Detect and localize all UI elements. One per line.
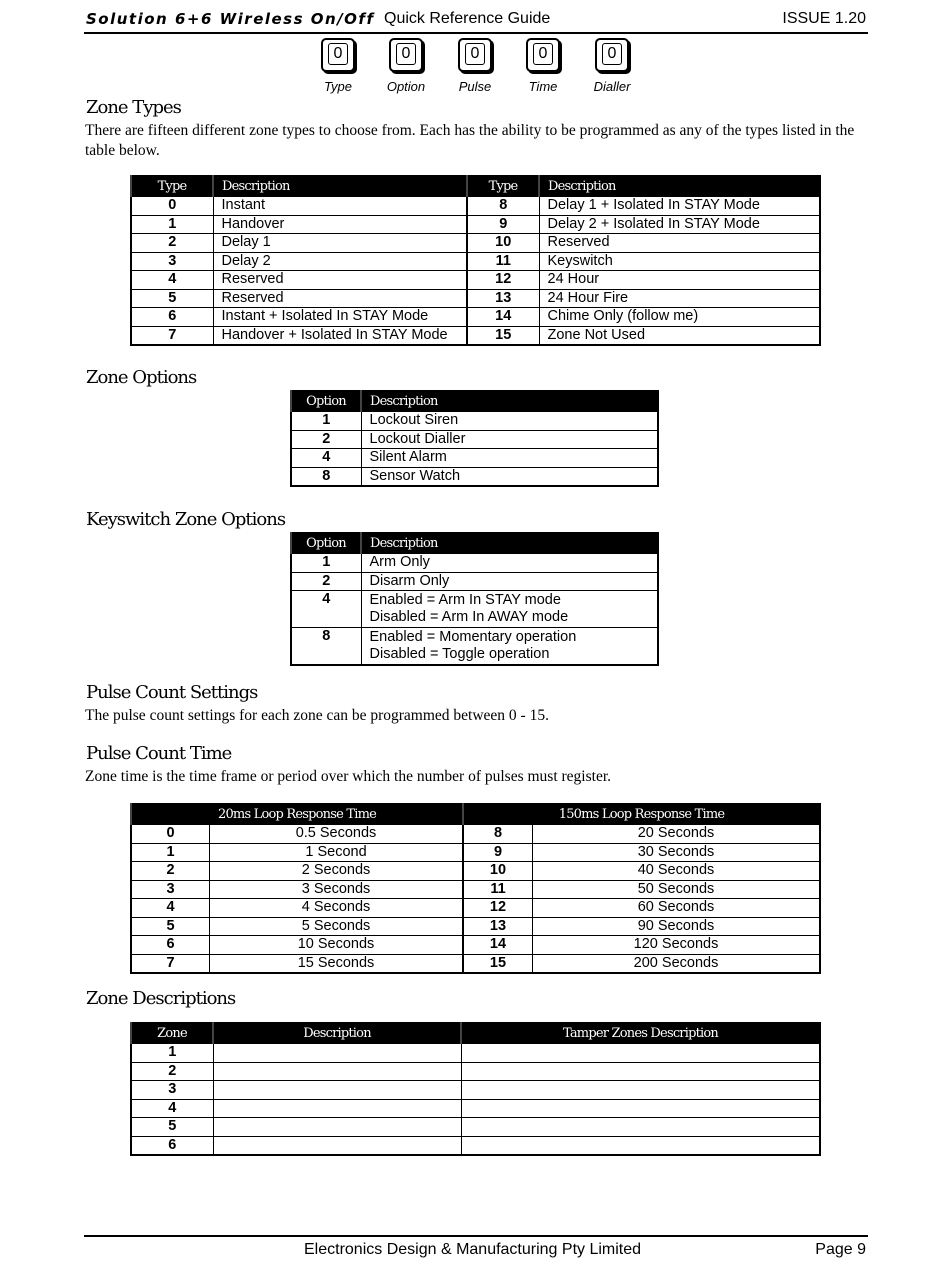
col-option: Option — [291, 533, 361, 554]
tamper-description-cell[interactable] — [461, 1136, 820, 1155]
col-type: Type — [131, 176, 213, 197]
pulse-time-table — [130, 803, 821, 974]
table-row: 1 1 Second 9 30 Seconds — [131, 843, 820, 862]
zone-description-cell[interactable] — [213, 1081, 461, 1100]
keycap-icon: 0 — [321, 38, 355, 72]
table-row: 3 — [131, 1081, 820, 1100]
tamper-description-cell[interactable] — [461, 1044, 820, 1063]
tamper-description-cell[interactable] — [461, 1062, 820, 1081]
table-row: 2 Disarm Only — [291, 572, 658, 591]
pulse-count-heading: Pulse Count Settings — [86, 682, 258, 703]
table-row: 6 — [131, 1136, 820, 1155]
keycap-icon: 0 — [458, 38, 492, 72]
page-number: Page 9 — [815, 1241, 866, 1258]
guide-title: Quick Reference Guide — [384, 10, 551, 27]
table-row: 1 Lockout Siren — [291, 412, 658, 431]
zone-description-cell[interactable] — [213, 1062, 461, 1081]
col-150ms: 150ms Loop Response Time — [463, 804, 820, 825]
tamper-description-cell[interactable] — [461, 1081, 820, 1100]
key-option — [371, 38, 441, 94]
zone-types-text: There are fifteen different zone types to choose from. Each has the ability to be programmed as any of the types listed in the table below. — [85, 122, 855, 159]
programming-keys — [0, 38, 950, 98]
zone-options-table — [290, 390, 659, 487]
zone-description-cell[interactable] — [213, 1118, 461, 1137]
table-row: 5 5 Seconds 13 90 Seconds — [131, 917, 820, 936]
table-row: 4 — [131, 1099, 820, 1118]
col-description: Description — [213, 176, 467, 197]
zone-description-cell[interactable] — [213, 1099, 461, 1118]
company-name: Electronics Design & Manufacturing Pty Limited — [304, 1241, 642, 1258]
enabled-text: Enabled = Momentary operation — [369, 629, 577, 645]
zone-description-cell[interactable] — [213, 1044, 461, 1063]
page-header — [84, 8, 868, 34]
col-description: Description — [361, 391, 658, 412]
keycap-icon: 0 — [389, 38, 423, 72]
table-row: 2 Lockout Dialler — [291, 430, 658, 449]
table-row: 0 0.5 Seconds 8 20 Seconds — [131, 825, 820, 844]
zone-options-heading: Zone Options — [86, 367, 197, 388]
table-row: 5 — [131, 1118, 820, 1137]
table-row: 4 Reserved 12 24 Hour — [131, 271, 820, 290]
zone-types-table — [130, 175, 821, 346]
key-pulse — [440, 38, 510, 94]
enabled-text: Enabled = Arm In STAY mode — [369, 592, 561, 608]
col-description: Description — [539, 176, 820, 197]
pulse-time-heading: Pulse Count Time — [86, 743, 232, 764]
keyswitch-options-table — [290, 532, 659, 666]
product-brand: Solution 6+6 Wireless On/Off — [86, 10, 375, 28]
table-row: 5 Reserved 13 24 Hour Fire — [131, 289, 820, 308]
pulse-count-text: The pulse count settings for each zone can be programmed between 0 - 15. — [85, 707, 549, 724]
table-row: 8 Enabled = Momentary operation Disabled = Toggle operation — [291, 628, 658, 666]
zone-types-heading: Zone Types — [86, 97, 181, 118]
key-label: Time — [528, 79, 558, 94]
tamper-description-cell[interactable] — [461, 1099, 820, 1118]
table-row: 2 Delay 1 10 Reserved — [131, 234, 820, 253]
table-row: 6 Instant + Isolated In STAY Mode 14 Chime Only (follow me) — [131, 308, 820, 327]
col-zone: Zone — [131, 1023, 213, 1044]
key-label: Type — [324, 79, 352, 94]
zone-descriptions-table — [130, 1022, 821, 1156]
col-tamper: Tamper Zones Description — [461, 1023, 820, 1044]
table-row: 4 Enabled = Arm In STAY mode Disabled = Arm In AWAY mode — [291, 591, 658, 628]
table-row: 7 Handover + Isolated In STAY Mode 15 Zone Not Used — [131, 326, 820, 345]
zone-descriptions-heading: Zone Descriptions — [86, 988, 236, 1009]
issue-number: ISSUE 1.20 — [782, 10, 866, 27]
key-time — [508, 38, 578, 94]
table-row: 8 Sensor Watch — [291, 467, 658, 486]
key-label: Dialler — [593, 79, 631, 94]
table-row: 1 Handover 9 Delay 2 + Isolated In STAY Mode — [131, 215, 820, 234]
table-row: 2 2 Seconds 10 40 Seconds — [131, 862, 820, 881]
key-type — [303, 38, 373, 94]
col-type: Type — [467, 176, 539, 197]
zone-description-cell[interactable] — [213, 1136, 461, 1155]
tamper-description-cell[interactable] — [461, 1118, 820, 1137]
key-dialler — [577, 38, 647, 94]
table-row: 4 Silent Alarm — [291, 449, 658, 468]
keycap-icon: 0 — [526, 38, 560, 72]
table-row: 3 3 Seconds 11 50 Seconds — [131, 880, 820, 899]
table-row: 3 Delay 2 11 Keyswitch — [131, 252, 820, 271]
table-row: 2 — [131, 1062, 820, 1081]
table-row: 6 10 Seconds 14 120 Seconds — [131, 936, 820, 955]
keyswitch-options-heading: Keyswitch Zone Options — [86, 509, 286, 530]
key-label: Option — [386, 79, 426, 94]
col-option: Option — [291, 391, 361, 412]
col-description: Description — [361, 533, 658, 554]
col-20ms: 20ms Loop Response Time — [131, 804, 463, 825]
table-row: 1 Arm Only — [291, 554, 658, 573]
table-row: 7 15 Seconds 15 200 Seconds — [131, 954, 820, 973]
pulse-time-text: Zone time is the time frame or period over which the number of pulses must register. — [85, 768, 612, 785]
table-row: 4 4 Seconds 12 60 Seconds — [131, 899, 820, 918]
disabled-text: Disabled = Toggle operation — [369, 646, 550, 662]
keycap-icon: 0 — [595, 38, 629, 72]
disabled-text: Disabled = Arm In AWAY mode — [369, 609, 569, 625]
table-row: 0 Instant 8 Delay 1 + Isolated In STAY Mode — [131, 197, 820, 216]
col-description: Description — [213, 1023, 461, 1044]
table-row: 1 — [131, 1044, 820, 1063]
key-label: Pulse — [458, 79, 492, 94]
page-footer — [84, 1235, 868, 1261]
